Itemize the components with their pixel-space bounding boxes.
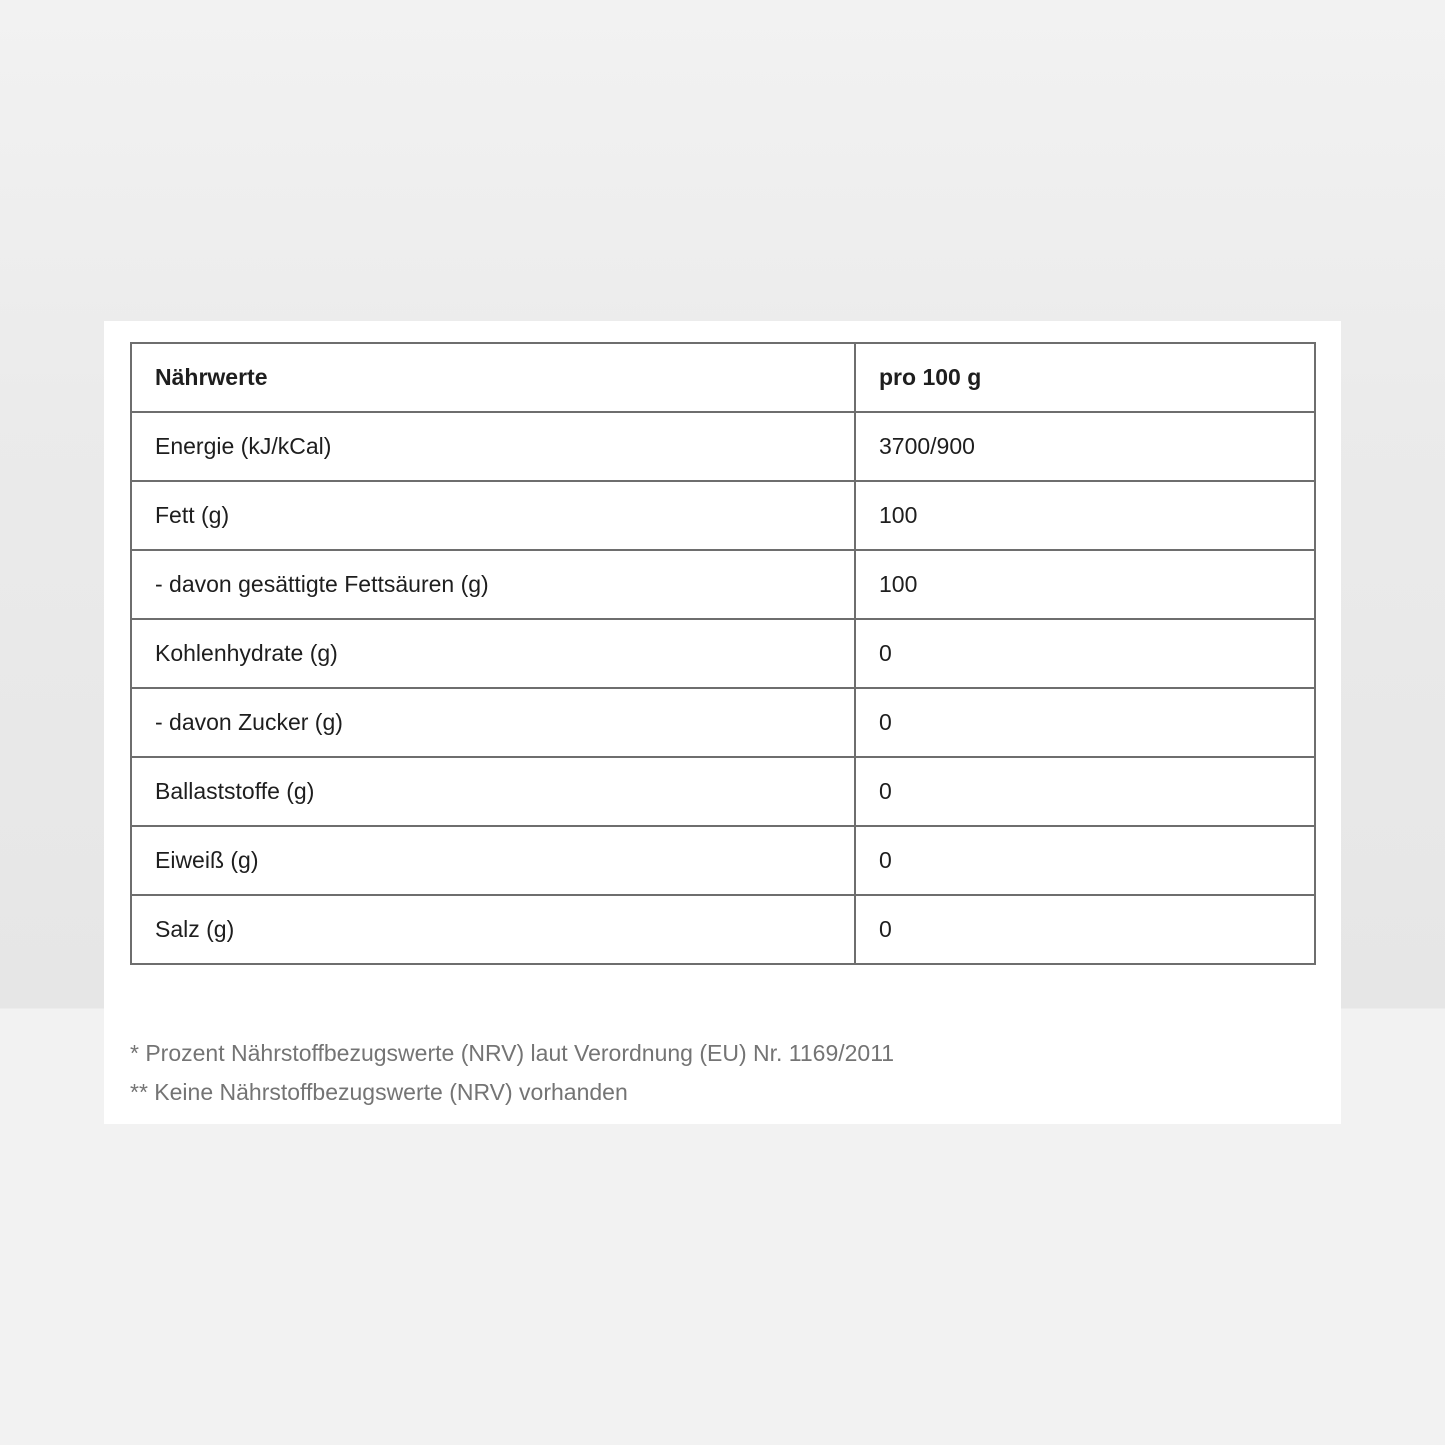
nutrition-card [104, 321, 1341, 1124]
table-row [131, 757, 1315, 826]
table-row [131, 412, 1315, 481]
row-value: 100 [855, 550, 1315, 619]
row-value: 0 [855, 826, 1315, 895]
row-label: Kohlenhydrate (g) [131, 619, 855, 688]
header-nutrient: Nährwerte [131, 343, 855, 412]
row-value: 0 [855, 757, 1315, 826]
footnote-nrv: * Prozent Nährstoffbezugswerte (NRV) laut Verordnung (EU) Nr. 1169/2011 [130, 1040, 895, 1066]
table-row [131, 550, 1315, 619]
row-value: 0 [855, 688, 1315, 757]
table-row [131, 481, 1315, 550]
row-label: - davon Zucker (g) [131, 688, 855, 757]
table-row [131, 826, 1315, 895]
row-value: 3700/900 [855, 412, 1315, 481]
table-row [131, 619, 1315, 688]
footnotes [130, 1034, 894, 1112]
row-label: Fett (g) [131, 481, 855, 550]
row-label: Salz (g) [131, 895, 855, 964]
table-row [131, 688, 1315, 757]
header-per-100g: pro 100 g [855, 343, 1315, 412]
footnote-no-nrv: ** Keine Nährstoffbezugswerte (NRV) vorhanden [130, 1079, 628, 1105]
row-value: 100 [855, 481, 1315, 550]
row-value: 0 [855, 895, 1315, 964]
row-value: 0 [855, 619, 1315, 688]
nutrition-table [130, 342, 1316, 965]
row-label: Ballaststoffe (g) [131, 757, 855, 826]
table-row [131, 895, 1315, 964]
row-label: Eiweiß (g) [131, 826, 855, 895]
row-label: Energie (kJ/kCal) [131, 412, 855, 481]
row-label: - davon gesättigte Fettsäuren (g) [131, 550, 855, 619]
table-header-row [131, 343, 1315, 412]
